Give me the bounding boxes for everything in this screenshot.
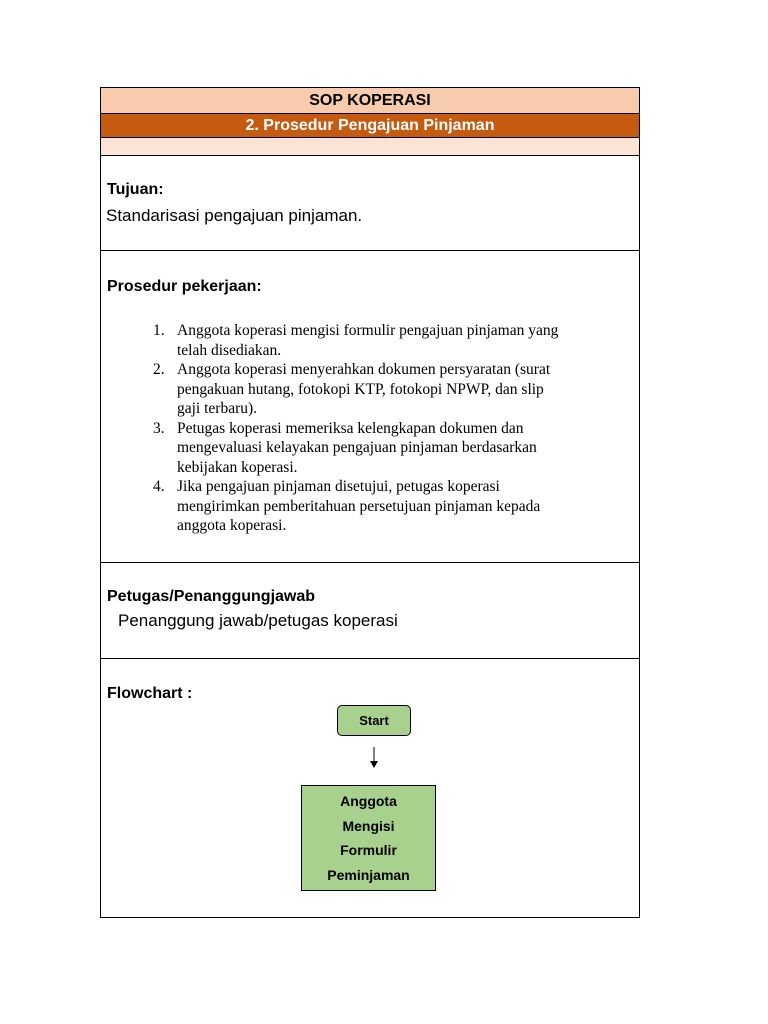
document-title: SOP KOPERASI — [101, 88, 639, 114]
process-line: Formulir — [340, 842, 397, 858]
list-item — [147, 321, 627, 360]
list-item — [147, 360, 627, 419]
prosedur-steps-list — [147, 321, 627, 536]
step-number: 4. — [153, 478, 165, 495]
sop-document — [100, 87, 640, 918]
flow-arrow-icon — [369, 747, 379, 769]
list-item — [147, 477, 627, 536]
tujuan-heading: Tujuan: — [107, 181, 164, 198]
flowchart-section — [101, 659, 639, 917]
step-number: 3. — [153, 419, 165, 437]
spacer-band — [101, 138, 639, 156]
step-line: mengevaluasi kelayakan pengajuan pinjaman berdasarkan — [177, 439, 537, 456]
petugas-heading: Petugas/Penanggungjawab — [107, 588, 316, 605]
step-line: mengirimkan pemberitahuan persetujuan pinjaman kepada — [177, 497, 541, 515]
prosedur-heading: Prosedur pekerjaan: — [107, 278, 262, 295]
process-line: Anggota — [340, 793, 397, 809]
step-number: 2. — [153, 361, 165, 378]
list-item — [147, 419, 627, 478]
flowchart-start-node: Start — [337, 705, 411, 736]
step-line: Anggota koperasi mengisi formulir pengajuan pinjaman yang — [177, 322, 559, 339]
step-line: pengakuan hutang, fotokopi KTP, fotokopi NPWP, dan slip — [177, 380, 544, 398]
flowchart-heading: Flowchart : — [107, 685, 193, 702]
step-line: Anggota koperasi menyerahkan dokumen persyaratan (surat — [177, 361, 551, 378]
step-line: kebijakan koperasi. — [177, 458, 298, 476]
flowchart-process-node — [301, 785, 436, 891]
prosedur-section — [101, 251, 639, 563]
step-line: telah disediakan. — [177, 341, 282, 359]
step-line: Jika pengajuan pinjaman disetujui, petugas koperasi — [177, 478, 500, 495]
petugas-section — [101, 563, 639, 659]
tujuan-text: Standarisasi pengajuan pinjaman. — [106, 206, 363, 225]
document-subtitle: 2. Prosedur Pengajuan Pinjaman — [101, 114, 639, 138]
process-line: Peminjaman — [327, 866, 410, 883]
step-number: 1. — [153, 322, 165, 339]
tujuan-section — [101, 156, 639, 251]
process-line: Mengisi — [342, 817, 395, 834]
step-line: anggota koperasi. — [177, 517, 287, 534]
step-line: gaji terbaru). — [177, 400, 258, 417]
petugas-text: Penanggung jawab/petugas koperasi — [118, 611, 398, 630]
step-line: Petugas koperasi memeriksa kelengkapan dokumen dan — [177, 419, 524, 437]
